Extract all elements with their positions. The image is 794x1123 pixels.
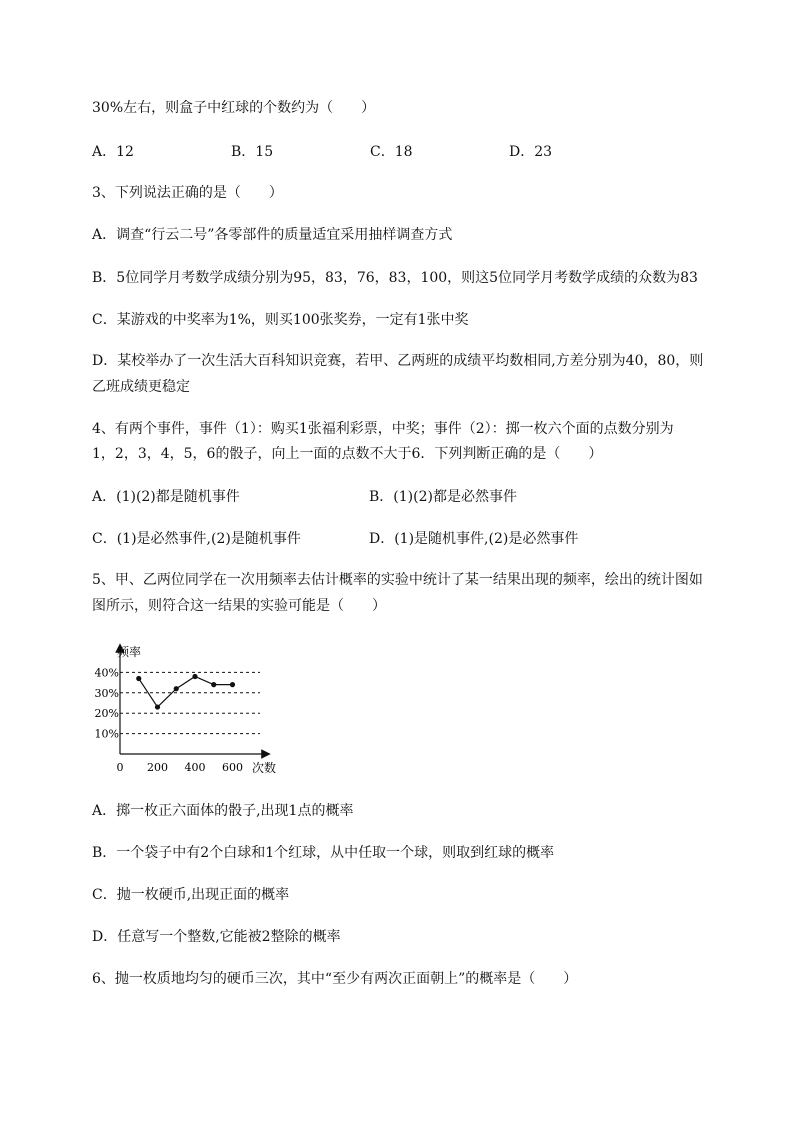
q4-option-c: C．(1)是必然事件,(2)是随机事件 bbox=[92, 531, 301, 547]
data-point bbox=[174, 686, 179, 691]
q5-option-a: A．掷一枚正六面体的骰子,出现1点的概率 bbox=[92, 803, 354, 819]
q2-option-c: C．18 bbox=[370, 144, 413, 160]
q4-option-a: A．(1)(2)都是随机事件 bbox=[92, 489, 240, 505]
q4-option-d: D．(1)是随机事件,(2)是必然事件 bbox=[369, 531, 579, 547]
q3-option-d-line1: D．某校举办了一次生活大百科知识竞赛，若甲、乙两班的成绩平均数相同,方差分别为40，80，则 bbox=[92, 353, 704, 369]
x-tick-labels bbox=[117, 761, 244, 774]
x-tick-label: 400 bbox=[184, 761, 206, 774]
x-tick-label: 0 bbox=[116, 761, 124, 774]
y-tick-label: 20% bbox=[94, 707, 119, 721]
q3-option-b: B．5位同学月考数学成绩分别为95，83，76，83，100，则这5位同学月考数学成绩的众数为83 bbox=[92, 270, 698, 286]
series-points bbox=[136, 674, 235, 710]
q3-option-d-line2: 乙班成绩更稳定 bbox=[92, 379, 190, 395]
y-tick-labels bbox=[95, 666, 119, 740]
q2-stem-line: 30%左右，则盒子中红球的个数约为（ ） bbox=[92, 100, 376, 116]
q2-option-b: B．15 bbox=[231, 144, 274, 160]
q3-option-c: C．某游戏的中奖率为1%，则买100张奖券，一定有1张中奖 bbox=[92, 312, 469, 328]
x-axis-label: 次数 bbox=[252, 761, 277, 775]
y-tick-label: 40% bbox=[94, 666, 119, 680]
x-tick-label: 200 bbox=[147, 761, 168, 774]
q3-stem: 3、下列说法正确的是（ ） bbox=[92, 185, 283, 201]
q4-stem-line1: 4、有两个事件，事件（1）：购买1张福利彩票，中奖；事件（2）：掷一枚六个面的点数分别为 bbox=[92, 421, 674, 437]
q3-option-a: A．调查“行云二号”各零部件的质量适宜采用抽样调查方式 bbox=[92, 227, 453, 243]
data-point bbox=[230, 682, 235, 687]
data-point bbox=[155, 704, 160, 709]
x-tick-label: 600 bbox=[222, 761, 243, 774]
q5-stem-line2: 图所示，则符合这一结果的实验可能是（ ） bbox=[92, 598, 386, 614]
q5-option-c: C．抛一枚硬币,出现正面的概率 bbox=[92, 887, 290, 903]
q5-stem-line1: 5、甲、乙两位同学在一次用频率去估计概率的实验中统计了某一结果出现的频率，绘出的统计图如 bbox=[92, 572, 703, 588]
q4-option-b: B．(1)(2)都是必然事件 bbox=[369, 489, 517, 505]
q5-option-d: D．任意写一个整数,它能被2整除的概率 bbox=[92, 929, 341, 945]
q4-stem-line2: 1，2，3，4，5，6的骰子，向上一面的点数不大于6．下列判断正确的是（ ） bbox=[92, 446, 603, 462]
data-point bbox=[136, 676, 141, 681]
data-point bbox=[192, 674, 197, 679]
y-tick-label: 30% bbox=[94, 686, 119, 700]
q5-option-b: B．一个袋子中有2个白球和1个红球，从中任取一个球，则取到红球的概率 bbox=[92, 845, 555, 861]
q6-stem: 6、抛一枚质地均匀的硬币三次，其中“至少有两次正面朝上”的概率是（ ） bbox=[92, 971, 578, 987]
frequency-chart bbox=[88, 636, 298, 776]
y-axis-label: 频率 bbox=[117, 645, 142, 659]
q2-option-a: A．12 bbox=[92, 144, 134, 160]
data-point bbox=[211, 682, 216, 687]
series-line bbox=[139, 676, 233, 707]
q2-option-d: D．23 bbox=[509, 144, 553, 160]
y-tick-label: 10% bbox=[94, 727, 119, 741]
